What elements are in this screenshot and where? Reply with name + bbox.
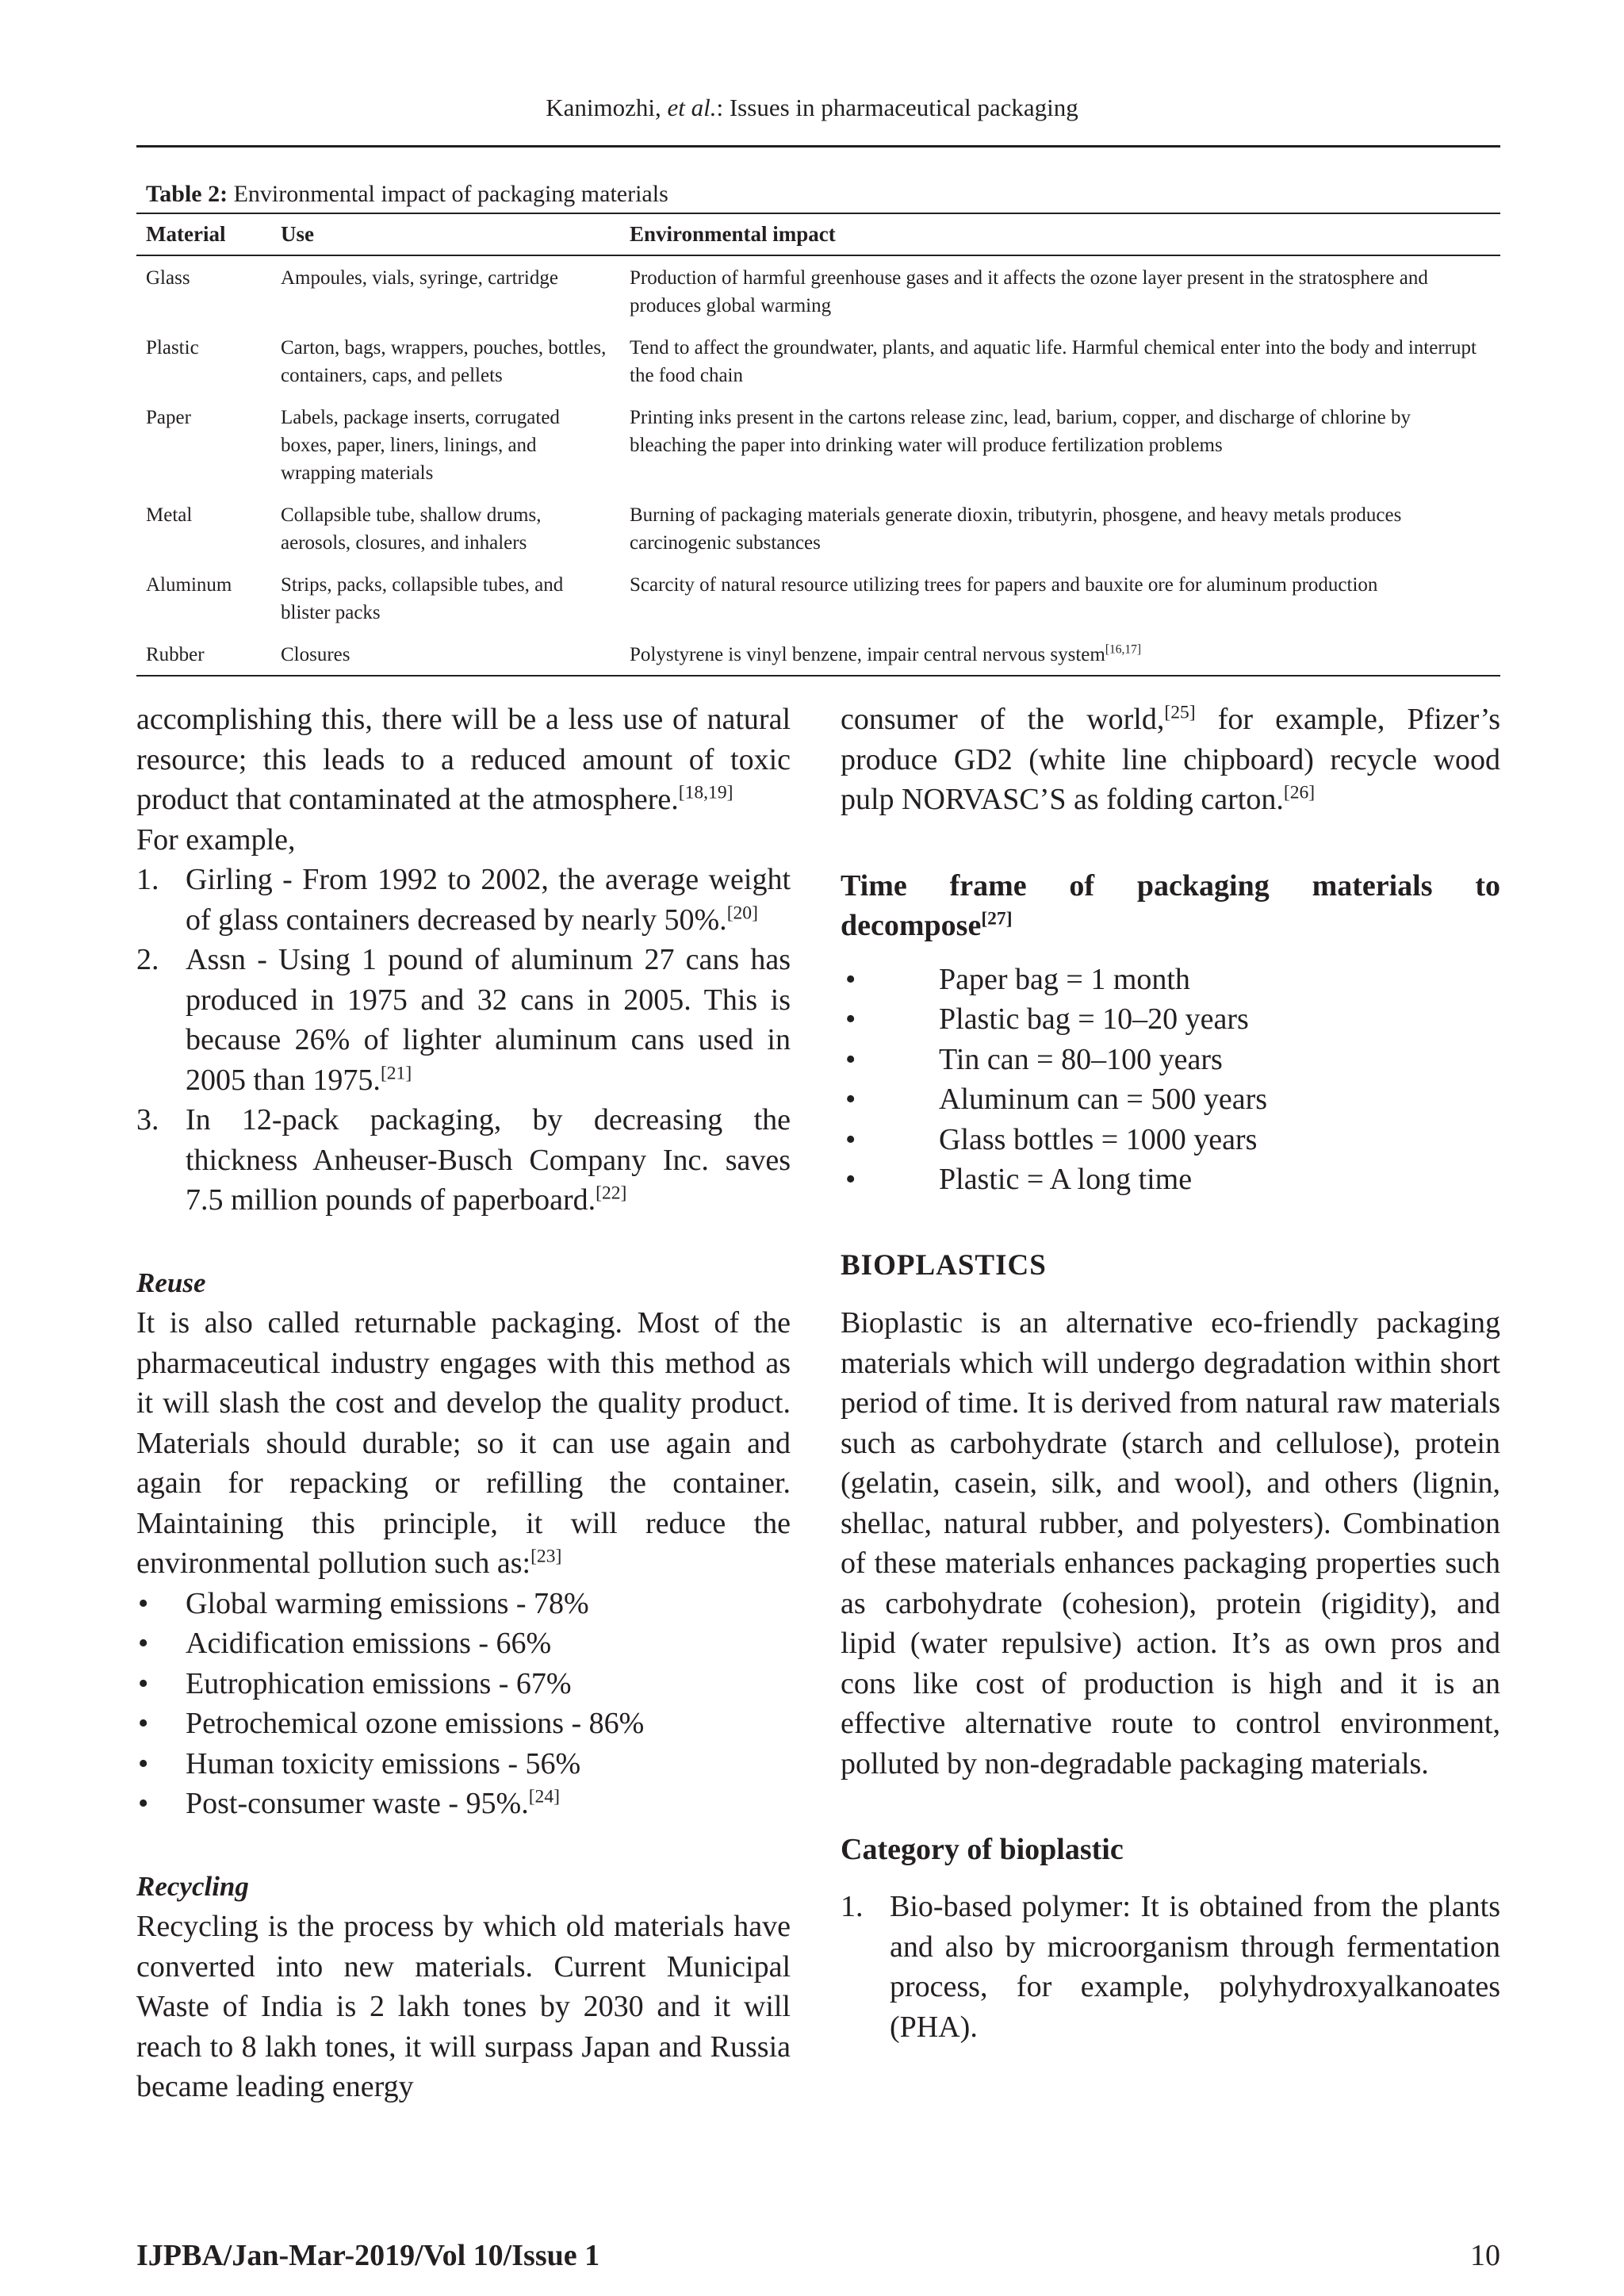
list-item: • Glass bottles = 1000 years	[845, 1122, 1258, 1156]
citation: [25]	[1164, 702, 1196, 723]
category-list	[841, 1887, 1500, 2047]
cell-impact: Polystyrene is vinyl benzene, impair central nervous system[16,17]	[630, 642, 1142, 665]
citation: [22]	[596, 1182, 627, 1204]
citation: [23]	[530, 1546, 562, 1567]
reduction-examples-list	[136, 860, 791, 1221]
cell-impact: Scarcity of natural resource utilizing trees for papers and bauxite ore for aluminum production	[630, 574, 1378, 596]
table-row	[136, 563, 1500, 633]
recycling-paragraph: Recycling is the process by which old materials have converted into new materials. Current Municipal Waste of India is 2 lakh tones by 2030 and it will reach to 8 lakh tones, it will surpass Japan and Russia became leading energy	[136, 1910, 791, 2103]
citation: [27]	[981, 907, 1013, 929]
cell-impact: Production of harmful greenhouse gases and it affects the ozone layer present in the stratosphere and produces global warming	[630, 267, 1428, 316]
cell-impact: Printing inks present in the cartons release zinc, lead, barium, copper, and discharge of chlorine by bleaching the paper into drinking water will produce fertilization problems	[630, 407, 1411, 456]
footer-page-number: 10	[1470, 2239, 1500, 2272]
reuse-heading: Reuse	[136, 1267, 206, 1298]
cell-material: Aluminum	[146, 574, 232, 596]
header-material: Material	[136, 213, 271, 255]
citation: [21]	[380, 1062, 412, 1083]
list-item: 2. Assn - Using 1 pound of aluminum 27 cans has produced in 1975 and 32 cans in 2005. This is because 26% of lighter aluminum cans used in 2005 than 1975.[21]	[136, 943, 791, 1097]
header-rule	[136, 145, 1500, 148]
table-row	[136, 255, 1500, 326]
running-head: Kanimozhi, et al.: Issues in pharmaceutical packaging	[546, 94, 1078, 121]
cell-use: Strips, packs, collapsible tubes, and blister packs	[281, 574, 564, 623]
right-column	[841, 700, 1500, 2047]
list-item: 1. Girling - From 1992 to 2002, the average weight of glass containers decreased by nearly 50%.[20]	[136, 863, 791, 937]
list-item: • Acidification emissions - 66%	[138, 1627, 552, 1660]
citation: [20]	[726, 902, 758, 923]
list-item: • Aluminum can = 500 years	[845, 1083, 1268, 1116]
citation: [16,17]	[1105, 642, 1142, 657]
citation: [26]	[1283, 782, 1316, 803]
cell-use: Collapsible tube, shallow drums, aerosols, closures, and inhalers	[281, 504, 542, 554]
list-item: • Plastic = A long time	[845, 1163, 1193, 1196]
cell-use: Ampoules, vials, syringe, cartridge	[281, 267, 558, 289]
list-item: • Paper bag = 1 month	[845, 962, 1190, 996]
recycling-heading: Recycling	[136, 1870, 249, 1902]
bioplastics-paragraph: Bioplastic is an alternative eco-friendly packaging materials which will undergo degradation within short period of time. It is derived from natural raw materials such as carbohydrate (starch and cellulose), protein (gelatin, casein, silk, and wool), and others (lignin, shellac, natural rubber, and polyesters). Combination of these materials enhances packaging properties such as carbohydrate (cohesion), protein (rigidity), and lipid (water repulsive) action. It’s as own pros and cons like cost of production is high and it is an effective alternative route to control environment, polluted by non-degradable packaging materials.	[841, 1306, 1500, 1780]
left-column	[136, 700, 791, 2107]
time-frame-heading: Time frame of packaging materials to decompose[27]	[841, 868, 1500, 942]
decompose-time-list	[841, 960, 1500, 1200]
table-2	[136, 181, 1500, 677]
header-impact: Environmental impact	[620, 213, 1500, 255]
reuse-benefits-list	[136, 1584, 791, 1824]
citation: [18,19]	[678, 782, 733, 803]
cell-material: Rubber	[146, 644, 205, 665]
list-item: • Plastic bag = 10–20 years	[845, 1002, 1249, 1036]
table-header-row	[136, 213, 1500, 255]
impact-table	[136, 213, 1500, 677]
reuse-paragraph: It is also called returnable packaging. Most of the pharmaceutical industry engages with this method as it will slash the cost and develop the quality product. Materials should durable; so it can use again and again for repacking or refilling the container. Maintaining this principle, it will reduce the environmental pollution such as:[23]	[136, 1306, 791, 1580]
header-use: Use	[271, 213, 620, 255]
cell-use: Closures	[281, 644, 350, 665]
citation: [24]	[528, 1786, 560, 1807]
list-item: • Human toxicity emissions - 56%	[138, 1746, 581, 1780]
cell-impact: Tend to affect the groundwater, plants, and aquatic life. Harmful chemical enter into the body and interrupt the food chain	[630, 337, 1477, 386]
table-caption: Table 2: Environmental impact of packaging materials	[146, 181, 668, 207]
paragraph: accomplishing this, there will be a less use of natural resource; this leads to a reduced amount of toxic product that contaminated at the atmosphere.[18,19]	[136, 703, 791, 816]
for-example-line: For example,	[136, 822, 296, 857]
table-row	[136, 396, 1500, 493]
cell-use: Labels, package inserts, corrugated boxes, paper, liners, linings, and wrapping materials	[281, 407, 560, 484]
footer-journal: IJPBA/Jan-Mar-2019/Vol 10/Issue 1	[136, 2239, 600, 2272]
table-row	[136, 493, 1500, 563]
table-row	[136, 633, 1500, 676]
list-item: • Post-consumer waste - 95%.[24]	[138, 1786, 560, 1820]
list-item: 3. In 12-pack packaging, by decreasing the thickness Anheuser-Busch Company Inc. saves 7.5 million pounds of paperboard.[22]	[136, 1103, 791, 1217]
cell-material: Glass	[146, 267, 190, 289]
list-item: 1. Bio-based polymer: It is obtained from the plants and also by microorganism through fermentation process, for example, polyhydroxyalkanoates (PHA).	[841, 1890, 1500, 2044]
cell-material: Plastic	[146, 337, 199, 358]
category-heading: Category of bioplastic	[841, 1833, 1124, 1866]
table-row	[136, 326, 1500, 396]
list-item: • Petrochemical ozone emissions - 86%	[138, 1707, 645, 1740]
paragraph: consumer of the world,[25] for example, Pfizer’s produce GD2 (white line chipboard) recycle wood pulp NORVASC’S as folding carton.[26]	[841, 702, 1500, 816]
list-item: • Tin can = 80–100 years	[845, 1042, 1223, 1076]
cell-use: Carton, bags, wrappers, pouches, bottles, containers, caps, and pellets	[281, 337, 607, 386]
list-item: • Eutrophication emissions - 67%	[138, 1666, 572, 1700]
cell-material: Paper	[146, 407, 191, 428]
list-item: • Global warming emissions - 78%	[138, 1586, 589, 1620]
cell-impact: Burning of packaging materials generate dioxin, tributyrin, phosgene, and heavy metals produces carcinogenic substances	[630, 504, 1402, 554]
bioplastics-heading: BIOPLASTICS	[841, 1248, 1047, 1282]
cell-material: Metal	[146, 504, 193, 526]
